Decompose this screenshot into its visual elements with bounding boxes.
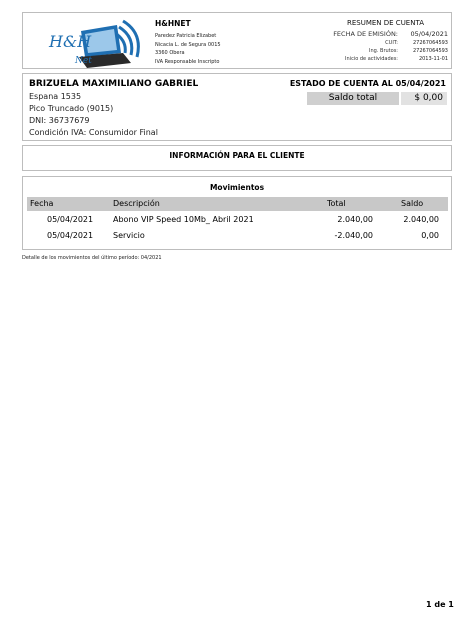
company-owner: Paredez Patricia Elizabet [155, 33, 217, 39]
movements-box [22, 176, 452, 250]
company-logo [45, 13, 155, 70]
row-descripcion: Servicio [113, 231, 145, 240]
client-info-title: INFORMACIÓN PARA EL CLIENTE [169, 151, 305, 160]
client-name: BRIZUELA MAXIMILIANO GABRIEL [29, 79, 199, 89]
emission-date-value: 05/04/2021 [410, 30, 448, 38]
row-saldo: 2.040,00 [403, 215, 439, 224]
company-iva: IVA Responsable Inscripto [155, 58, 220, 65]
emission-date-row [323, 30, 448, 39]
movements-period-note: Detalle de los movimientos del último período: 04/2021 [22, 255, 162, 261]
table-row [27, 213, 448, 227]
row-descripcion: Abono VIP Speed 10Mb_ Abril 2021 [113, 215, 254, 224]
company-info [155, 19, 325, 66]
inicio-actividades-row [323, 55, 448, 63]
summary-title: RESUMEN DE CUENTA [346, 19, 424, 27]
row-total: 2.040,00 [337, 215, 373, 224]
client-dni: DNI: 36737679 [29, 116, 90, 125]
ingresos-brutos-label: Ing. Brutos: [369, 48, 398, 54]
movements-title: Movimientos [209, 183, 265, 192]
account-state-title: ESTADO DE CUENTA AL 05/04/2021 [289, 79, 446, 88]
company-address: Nicacia L. de Segura 0015 [155, 41, 221, 48]
client-address: Espana 1535 [29, 92, 82, 101]
saldo-total-label: Saldo total [307, 92, 399, 105]
inicio-actividades-label: Inicio de actividades: [345, 56, 398, 62]
cuit-label: CUIT: [385, 40, 398, 46]
saldo-total [307, 92, 447, 105]
emission-date-label: FECHA DE EMISIÓN: [333, 30, 398, 38]
company-name: H&HNET [155, 19, 191, 28]
svg-text:H&H: H&H [49, 32, 92, 51]
row-total: -2.040,00 [334, 231, 373, 240]
row-fecha: 05/04/2021 [47, 215, 94, 224]
svg-text:Net: Net [75, 56, 92, 66]
table-row [27, 229, 448, 243]
client-box [22, 73, 452, 141]
cuit-row [323, 39, 448, 47]
ingresos-brutos-value: 27267064593 [413, 48, 448, 54]
row-fecha: 05/04/2021 [47, 231, 94, 240]
row-saldo: 0,00 [421, 231, 439, 240]
inicio-actividades-value: 2013-11-01 [418, 56, 448, 62]
cuit-value: 27267064593 [413, 40, 448, 46]
account-summary [323, 19, 448, 63]
ingresos-brutos-row [323, 47, 448, 55]
client-city: Pico Truncado (9015) [29, 104, 114, 113]
header-fecha: Fecha [30, 199, 54, 208]
header-descripcion: Descripción [113, 199, 160, 208]
client-info-box [22, 145, 452, 171]
header-saldo: Saldo [401, 199, 424, 208]
company-city: 3360 Obera [155, 50, 185, 57]
movements-table-header [27, 197, 448, 211]
page-indicator: 1 de 1 [426, 600, 454, 609]
saldo-total-value: $ 0,00 [401, 92, 447, 105]
header-total: Total [327, 199, 346, 208]
client-iva: Condición IVA: Consumidor Final [29, 128, 158, 137]
invoice-header [22, 12, 452, 69]
